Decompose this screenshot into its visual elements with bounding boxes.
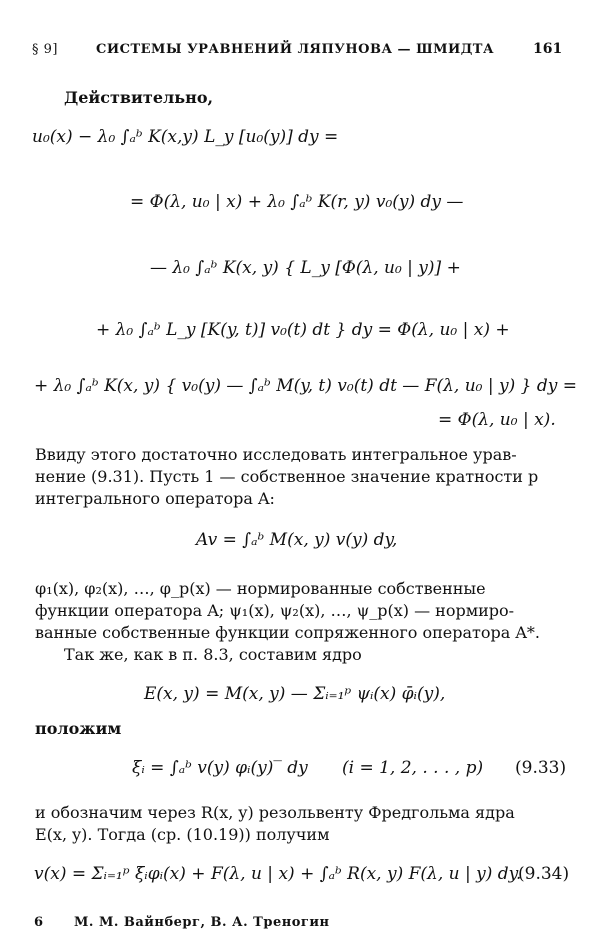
paragraph-4-line-1: и обозначим через R(x, y) резольвенту Фредгольма ядра (35, 803, 515, 822)
word-polozhim: положим (35, 719, 122, 738)
paragraph-1-line-2: нение (9.31). Пусть 1 — собственное значение кратности p (35, 467, 539, 486)
page-number: 161 (533, 41, 563, 57)
paragraph-4-line-2: E(x, y). Тогда (ср. (10.19)) получим (35, 825, 330, 844)
equation-line-2: = Φ(λ, u₀ | x) + λ₀ ∫ₐᵇ K(r, y) v₀(y) dy — (130, 192, 464, 212)
equation-line-5: + λ₀ ∫ₐᵇ K(x, y) { v₀(y) — ∫ₐᵇ M(y, t) v₀(t) dt — F(λ, u₀ | y) } dy = (34, 376, 578, 396)
kernel-e-equation: E(x, y) = M(x, y) — Σᵢ₌₁ᵖ ψᵢ(x) φ̄ᵢ(y), (144, 684, 446, 704)
section-marker: § 9] (32, 42, 58, 57)
v-equation: v(x) = Σᵢ₌₁ᵖ ξᵢφᵢ(x) + F(λ, u | x) + ∫ₐᵇ R(x, y) F(λ, u | y) dy. (34, 864, 522, 884)
running-title: СИСТЕМЫ УРАВНЕНИЙ ЛЯПУНОВА — ШМИДТА (96, 42, 495, 57)
equation-line-1: u₀(x) − λ₀ ∫ₐᵇ K(x,y) L_y [u₀(y)] dy = (32, 127, 339, 147)
equation-line-6: = Φ(λ, u₀ | x). (438, 410, 556, 430)
footer-authors: М. М. Вайнберг, В. А. Треногин (74, 915, 330, 930)
paragraph-2-line-1: φ₁(x), φ₂(x), …, φ_p(x) — нормированные собственные (35, 579, 486, 598)
paragraph-1-line-3: интегрального оператора A: (35, 489, 275, 508)
xi-equation: ξᵢ = ∫ₐᵇ v(y) φᵢ(y)‾ dy (132, 758, 308, 778)
paragraph-2-line-2: функции оператора A; ψ₁(x), ψ₂(x), …, ψ_p(x) — нормиро- (35, 601, 515, 620)
paragraph-1-line-1: Ввиду этого достаточно исследовать интегральное урав- (35, 445, 517, 464)
equation-number-9-34: (9.34) (518, 864, 570, 884)
intro-word: Действительно, (64, 88, 214, 107)
xi-index-range: (i = 1, 2, . . . , p) (342, 758, 484, 778)
paragraph-3: Так же, как в п. 8.3, составим ядро (64, 645, 362, 664)
equation-line-4: + λ₀ ∫ₐᵇ L_y [K(y, t)] v₀(t) dt } dy = Φ(λ, u₀ | x) + (96, 320, 510, 340)
equation-line-3: — λ₀ ∫ₐᵇ K(x, y) { L_y [Φ(λ, u₀ | y)] + (150, 258, 461, 278)
paragraph-2-line-3: ванные собственные функции сопряженного оператора A*. (35, 623, 540, 642)
operator-a-equation: Av = ∫ₐᵇ M(x, y) v(y) dy, (196, 530, 398, 550)
signature-number: 6 (34, 915, 44, 930)
equation-number-9-33: (9.33) (515, 758, 567, 778)
